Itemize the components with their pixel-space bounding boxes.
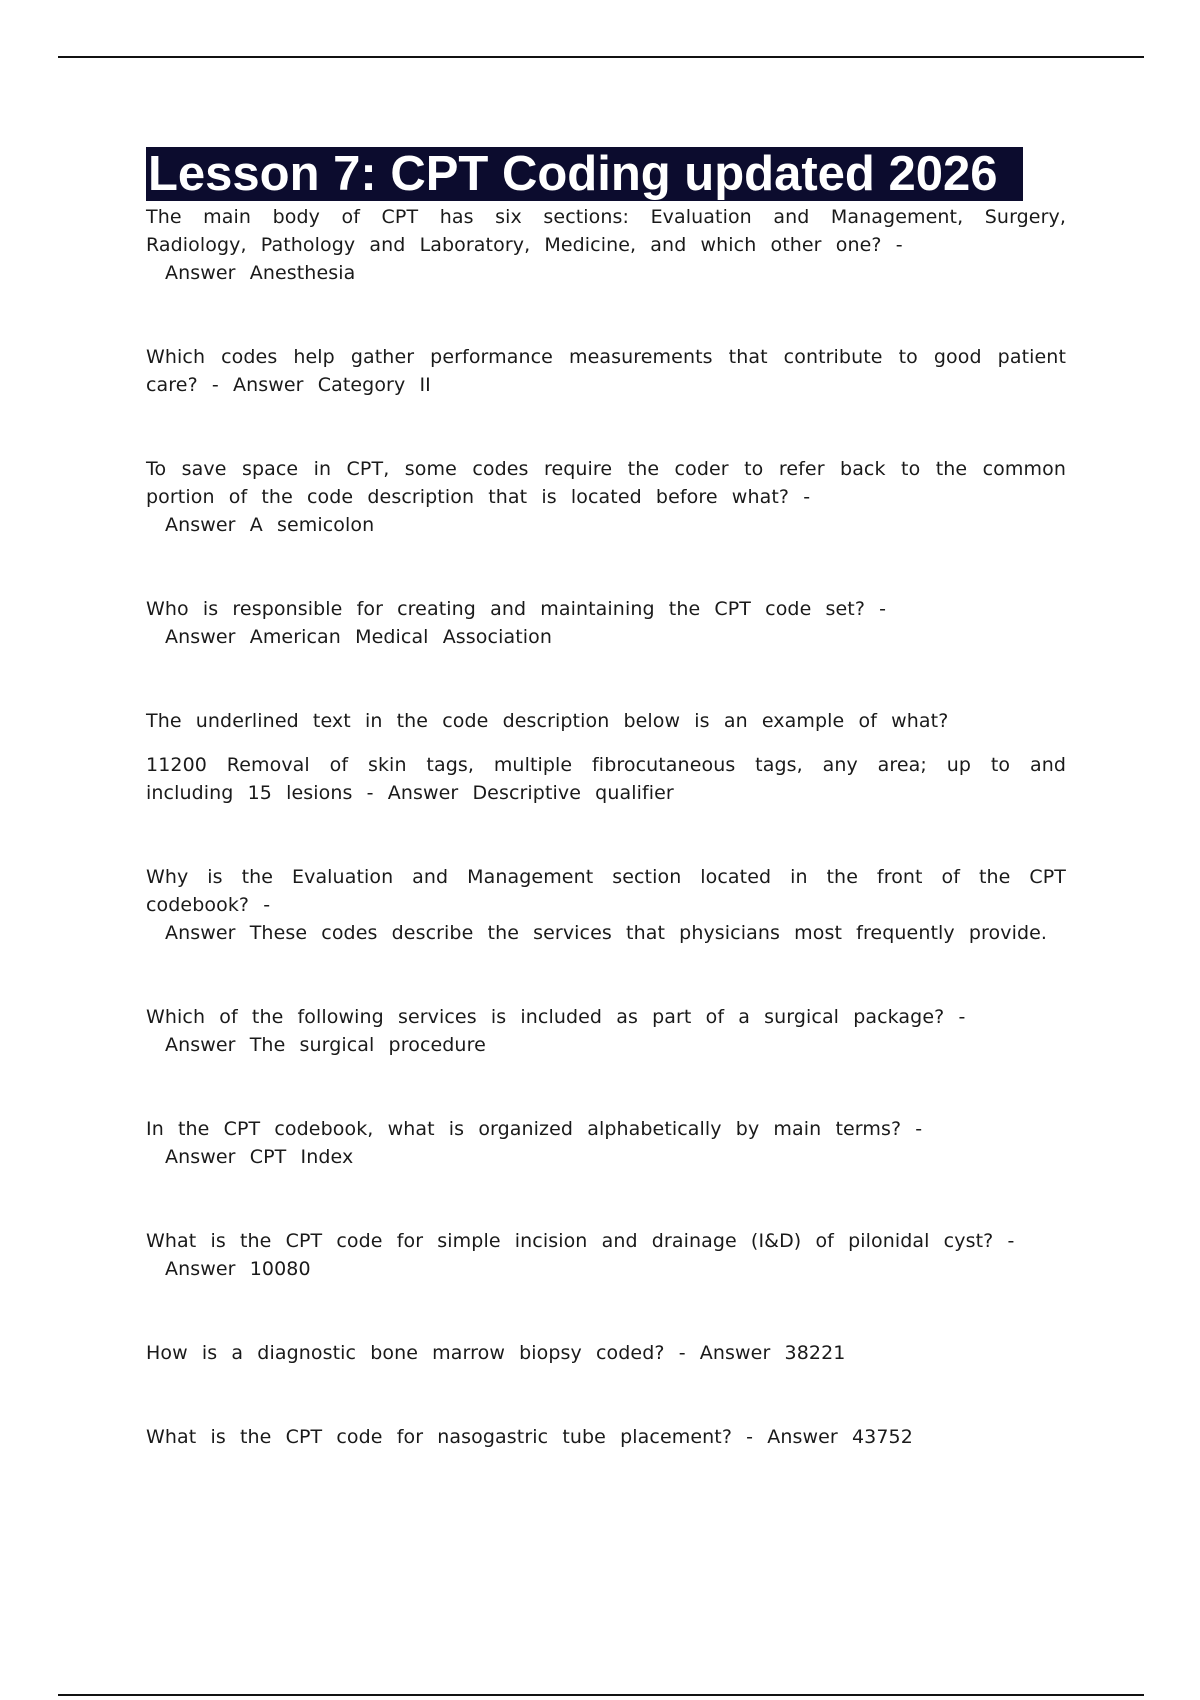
qa-item [146,1227,1066,1283]
qa-question: Why is the Evaluation and Management section located in the front of the CPT codebook? - [146,866,1066,916]
qa-answer: Answer A semicolon [165,514,375,536]
qa-item [146,1003,1066,1059]
qa-question: The main body of CPT has six sections: Evaluation and Management, Surgery, Radiology, Pathology and Laboratory, Medicine, and which other one? - [146,206,1066,256]
qa-answer: Answer These codes describe the services that physicians most frequently provide. [165,922,1048,944]
qa-item [146,1339,1066,1367]
qa-question: To save space in CPT, some codes require the coder to refer back to the common portion of the code description that is located before what? - [146,458,1066,508]
document-title: Lesson 7: CPT Coding updated 2026 [146,147,1023,201]
qa-item [146,595,1066,651]
qa-question: How is a diagnostic bone marrow biopsy coded? - Answer 38221 [146,1342,846,1364]
qa-question: Who is responsible for creating and maintaining the CPT code set? - [146,598,887,620]
qa-question: The underlined text in the code description below is an example of what? [146,710,949,732]
qa-item [146,1115,1066,1171]
qa-answer: Answer CPT Index [165,1146,354,1168]
qa-item [146,343,1066,399]
top-rule [58,56,1144,58]
document-page [146,147,1066,1451]
qa-item [146,863,1066,947]
qa-question: Which codes help gather performance measurements that contribute to good patient care? - Answer Category II [146,346,1066,396]
qa-answer: Answer American Medical Association [165,626,552,648]
qa-item [146,203,1066,287]
bottom-rule [58,1694,1144,1696]
qa-code-line: 11200 Removal of skin tags, multiple fibrocutaneous tags, any area; up to and including 15 lesions - Answer Descriptive qualifier [146,754,1066,804]
qa-answer: Answer Anesthesia [165,262,356,284]
qa-question: In the CPT codebook, what is organized alphabetically by main terms? - [146,1118,923,1140]
qa-list [146,203,1066,1451]
qa-question: What is the CPT code for simple incision and drainage (I&D) of pilonidal cyst? - [146,1230,1015,1252]
qa-answer: Answer The surgical procedure [165,1034,486,1056]
qa-item [146,1423,1066,1451]
qa-question: What is the CPT code for nasogastric tube placement? - Answer 43752 [146,1426,913,1448]
qa-question: Which of the following services is included as part of a surgical package? - [146,1006,966,1028]
qa-item [146,707,1066,807]
qa-item [146,455,1066,539]
qa-answer: Answer 10080 [165,1258,311,1280]
